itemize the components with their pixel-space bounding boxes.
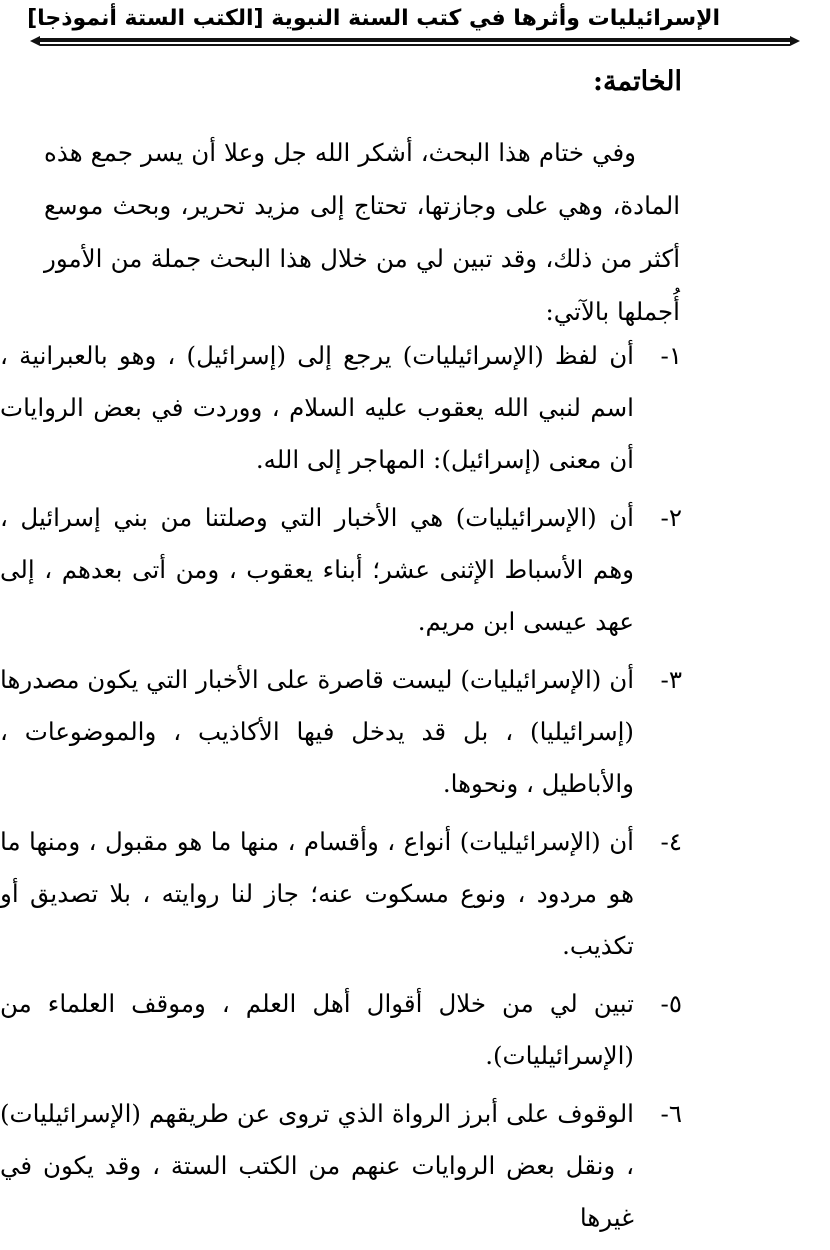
list-item-number: ٦- <box>660 1099 682 1128</box>
list-item <box>0 654 682 810</box>
list-item-text: أن (الإسرائيليات) أنواع ، وأقسام ، منها ما هو مقبول ، ومنها ما هو مردود ، ونوع مسكوت عنه؛ جاز لنا روايته ، بلا تصديق أو تكذيب. <box>0 827 634 960</box>
list-item-text: تبين لي من خلال أقوال أهل العلم ، وموقف العلماء من (الإسرائيليات). <box>0 989 634 1070</box>
list-item-number: ٥- <box>660 989 682 1018</box>
list-item-number: ٤- <box>660 827 682 856</box>
conclusions-list <box>0 330 682 1250</box>
list-item-number: ٣- <box>660 665 682 694</box>
list-item <box>0 978 682 1082</box>
header-rule <box>40 38 790 46</box>
list-item-number: ١- <box>660 341 682 370</box>
running-header: الإسرائيليات وأثرها في كتب السنة النبوية [الكتب الستة أنموذجا] <box>27 6 720 31</box>
section-title: الخاتمة: <box>593 66 682 97</box>
header-rule-thick-line <box>40 38 790 42</box>
header-rule-left-tip <box>30 36 40 46</box>
list-item-text: الوقوف على أبرز الرواة الذي تروى عن طريقهم (الإسرائيليات) ، ونقل بعض الروايات عنهم من الكتب الستة ، وقد يكون في غيرها <box>0 1099 634 1232</box>
list-item <box>0 1088 682 1244</box>
header-rule-thin-line <box>40 44 790 46</box>
list-item-text: أن لفظ (الإسرائيليات) يرجع إلى (إسرائيل) ، وهو بالعبرانية ، اسم لنبي الله يعقوب عليه السلام ، ووردت في بعض الروايات أن معنى (إسرائيل): المهاجر إلى الله. <box>0 341 634 474</box>
list-item <box>0 492 682 648</box>
header-rule-right-tip <box>790 36 800 46</box>
list-item <box>0 330 682 486</box>
list-item-number: ٢- <box>660 503 682 532</box>
list-item-text: أن (الإسرائيليات) هي الأخبار التي وصلتنا من بني إسرائيل ، وهم الأسباط الإثنى عشر؛ أبناء يعقوب ، ومن أتى بعدهم ، إلى عهد عيسى ابن مريم. <box>0 503 634 636</box>
list-item-text: أن (الإسرائيليات) ليست قاصرة على الأخبار التي يكون مصدرها (إسرائيليا) ، بل قد يدخل فيها الأكاذيب ، والموضوعات ، والأباطيل ، ونحوها. <box>0 665 634 798</box>
list-item <box>0 816 682 972</box>
intro-paragraph: وفي ختام هذا البحث، أشكر الله جل وعلا أن يسر جمع هذه المادة، وهي على وجازتها، تحتاج إلى مزيد تحرير، وبحث موسع أكثر من ذلك، وقد تبين لي من خلال هذا البحث جملة من الأمور أُجملها بالآتي: <box>44 138 680 326</box>
